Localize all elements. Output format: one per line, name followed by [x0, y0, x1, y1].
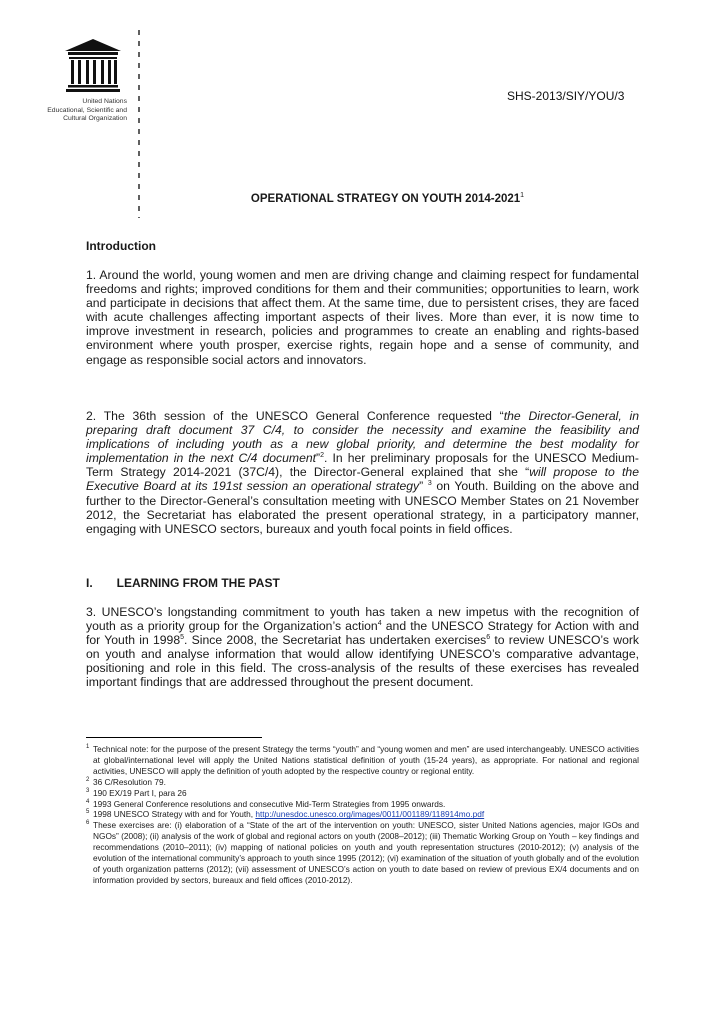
document-reference: SHS-2013/SIY/YOU/3 [507, 89, 625, 103]
footnote-marker: 3 [427, 480, 432, 488]
footnote-1: 1 Technical note: for the purpose of the present Strategy the terms “youth” and “young women and men” are used interchangeably. UNESCO activities at global/international level will apply the United Nations statistical definition of youth (15-24 years), as appropriate. For national and regional activities, UNESCO will apply the definition of youth adopted by the respective country or regional entity. [86, 744, 639, 776]
organization-name [0, 98, 127, 124]
org-name-line: Cultural Organization [63, 115, 127, 123]
paragraph-3: 3. UNESCO’s longstanding commitment to youth has taken a new impetus with the recognition of youth as a priority group for the Organization’s action$^4$ and the UNESCO Strategy for Action with and for Youth in 1998$^5$. Since 2008, the Secretariat has undertaken exercises$^6$ to review UNESCO’s work on youth and analyse information that would allow identifying UNESCO’s comparative advantage, positioning and role in this field. The cross-analysis of the results of these exercises has revealed important findings that are addressed throughout the present document. [86, 605, 640, 690]
footnote-6: 6 These exercises are: (i) elaboration of a “State of the art of the intervention on youth: UNESCO, sister United Nations agencies, major IGOs and NGOs” (2008); (ii) analysis of the work of global and regional actors on youth (2008–2012); (iii) Thematic Working Group on Youth – key findings and recommendations (2010–2011); (iv) mapping of national policies on youth and youth representation structures (2010-2012); (v) analysis of the evolution of the international community’s approach to youth since 1995 (2012); (vi) examination of the situation of youth globally and of the evolution of youth organization patterns (2012); (vii) assessment of UNESCO’s action on youth to date based on review of previous EX/4 documents and on information provided by sectors, bureaux and field offices (2010-2012). [86, 820, 639, 885]
footnote-marker: 4 [377, 620, 382, 628]
footnote-5: 5 1998 UNESCO Strategy with and for Youth, http://unesdoc.unesco.org/images/0011/001189/118914mo.pdf [86, 809, 485, 820]
footnote-link[interactable]: http://unesdoc.unesco.org/images/0011/001189/118914mo.pdf [255, 809, 485, 820]
footnote-marker: 5 [180, 634, 185, 642]
footnote-3: 3 190 EX/19 Part I, para 26 [86, 787, 187, 798]
footnote-separator [86, 737, 262, 738]
footnote-marker: 1 [520, 192, 525, 199]
footnote-2: 2 36 C/Resolution 79. [86, 776, 166, 787]
paragraph-2: 2. The 36th session of the UNESCO General Conference requested “the Director-General, in preparing draft document 37 C/4, to consider the necessity and examine the feasibility and implications of including youth as a new global priority, and determine the best modality for implementation in the next C/4 document”$^2$. In her preliminary proposals for the UNESCO Medium-Term Strategy 2014-2021 (37C/4), the Director-General explained that she “will propose to the Executive Board at its 191st session an operational strategy” $^3$ on Youth. Building on the above and further to the Director-General’s consultation meeting with UNESCO Member States on 21 November 2012, the Secretariat has elaborated the present operational strategy, in a participatory manner, engaging with UNESCO sectors, bureaux and youth focal points in field offices. [86, 409, 640, 536]
unesco-temple-icon [62, 38, 124, 94]
section-heading [86, 576, 280, 590]
footnote-marker: 2 [320, 452, 324, 460]
org-name-line: Educational, Scientific and [47, 106, 127, 114]
org-name-line: United Nations [82, 98, 127, 105]
document-title [140, 192, 635, 205]
footnotes [86, 744, 639, 886]
unesco-logo [62, 38, 124, 94]
section-number: I. [86, 576, 93, 590]
dotted-divider [138, 30, 140, 218]
footnote-4: 4 1993 General Conference resolutions and consecutive Mid-Term Strategies from 1995 onwards. [86, 798, 446, 809]
title-text: OPERATIONAL STRATEGY ON YOUTH 2014-2021 [250, 192, 521, 205]
paragraph-1: 1. Around the world, young women and men are driving change and claiming respect for fundamental freedoms and rights; improved conditions for them and their communities; opportunities to learn, work and participate in decisions that affect them. At the same time, due to persistent crises, they are faced with acute challenges affecting important aspects of their lives. More than ever, it is now time to improve investment in research, policies and programmes to create an enabling and rights-based environment where youth prosper, exercise rights, regain hope and a sense of community, and engage as responsible social actors and innovators. [86, 268, 639, 367]
section-title: LEARNING FROM THE PAST [116, 576, 280, 590]
introduction-heading: Introduction [86, 239, 156, 253]
footnote-marker: 6 [486, 634, 491, 642]
